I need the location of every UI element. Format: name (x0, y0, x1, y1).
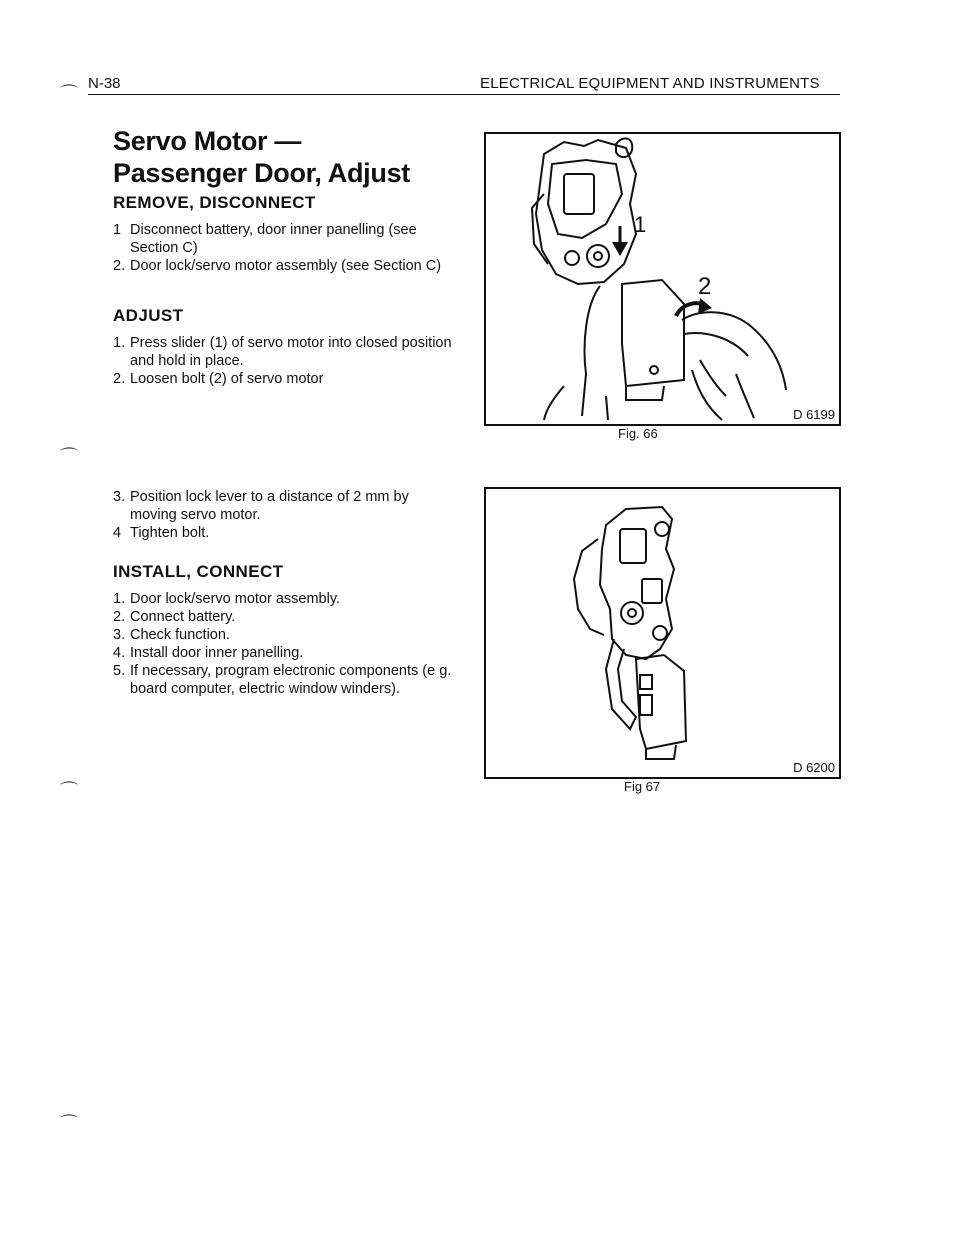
figure-67 (484, 487, 841, 779)
step-number: 1. (113, 335, 126, 351)
figure-label-2: 2 (698, 273, 712, 300)
figure-67-code: D 6200 (793, 760, 835, 775)
page-title-line-1: Servo Motor — (113, 126, 302, 156)
figure-label-1: 1 (634, 212, 647, 237)
figure-67-caption: Fig 67 (624, 779, 661, 794)
section-heading-remove: REMOVE, DISCONNECT (113, 193, 316, 212)
step-item (113, 221, 453, 257)
adjust-steps (113, 334, 453, 388)
step-text: Check function. (130, 627, 230, 643)
section-title: ELECTRICAL EQUIPMENT AND INSTRUMENTS (480, 75, 820, 92)
figure-66-illustration (486, 134, 839, 424)
figure-67-illustration (486, 489, 839, 777)
step-item (113, 590, 453, 608)
step-text: Press slider (1) of servo motor into closed position and hold in place. (130, 335, 452, 369)
section-heading-install: INSTALL, CONNECT (113, 562, 284, 581)
step-item (113, 626, 453, 644)
step-text: Install door inner panelling. (130, 645, 304, 661)
margin-mark: ⌒ (60, 1114, 78, 1134)
step-text: Loosen bolt (2) of servo motor (130, 371, 324, 387)
step-item (113, 644, 453, 662)
step-number: 4 (113, 525, 122, 541)
step-item (113, 370, 453, 388)
margin-mark: ⌒ (60, 447, 78, 467)
step-text: Position lock lever to a distance of 2 mm by moving servo motor. (130, 489, 409, 523)
figure-66 (484, 132, 841, 426)
margin-mark: ⌒ (60, 781, 78, 801)
page-number: N-38 (88, 75, 121, 92)
step-number: 4. (113, 645, 126, 661)
step-item (113, 662, 453, 698)
margin-mark: ⌒ (60, 84, 78, 104)
step-text: Disconnect battery, door inner panelling (see Section C) (130, 222, 417, 256)
figure-66-code: D 6199 (793, 407, 835, 422)
step-number: 3. (113, 627, 126, 643)
step-text: Door lock/servo motor assembly (see Section C) (130, 258, 442, 274)
install-steps (113, 590, 453, 698)
step-item (113, 257, 453, 275)
section-heading-adjust: ADJUST (113, 306, 184, 325)
step-text: Tighten bolt. (130, 525, 210, 541)
page-title-line-2: Passenger Door, Adjust (113, 158, 410, 188)
step-item (113, 608, 453, 626)
step-text: Door lock/servo motor assembly. (130, 591, 341, 607)
step-item (113, 334, 453, 370)
step-number: 3. (113, 489, 126, 505)
step-number: 2. (113, 609, 126, 625)
step-number: 2. (113, 371, 126, 387)
step-text: If necessary, program electronic components (e g. board computer, electric window winders). (130, 663, 452, 697)
figure-66-caption: Fig. 66 (618, 426, 658, 441)
step-number: 5. (113, 663, 126, 679)
step-item (113, 488, 453, 524)
step-number: 2. (113, 258, 126, 274)
step-number: 1 (113, 222, 122, 238)
step-text: Connect battery. (130, 609, 236, 625)
step-number: 1. (113, 591, 126, 607)
adjust-steps-continued (113, 488, 453, 542)
step-item (113, 524, 453, 542)
header-rule (88, 94, 840, 95)
remove-steps (113, 221, 453, 275)
